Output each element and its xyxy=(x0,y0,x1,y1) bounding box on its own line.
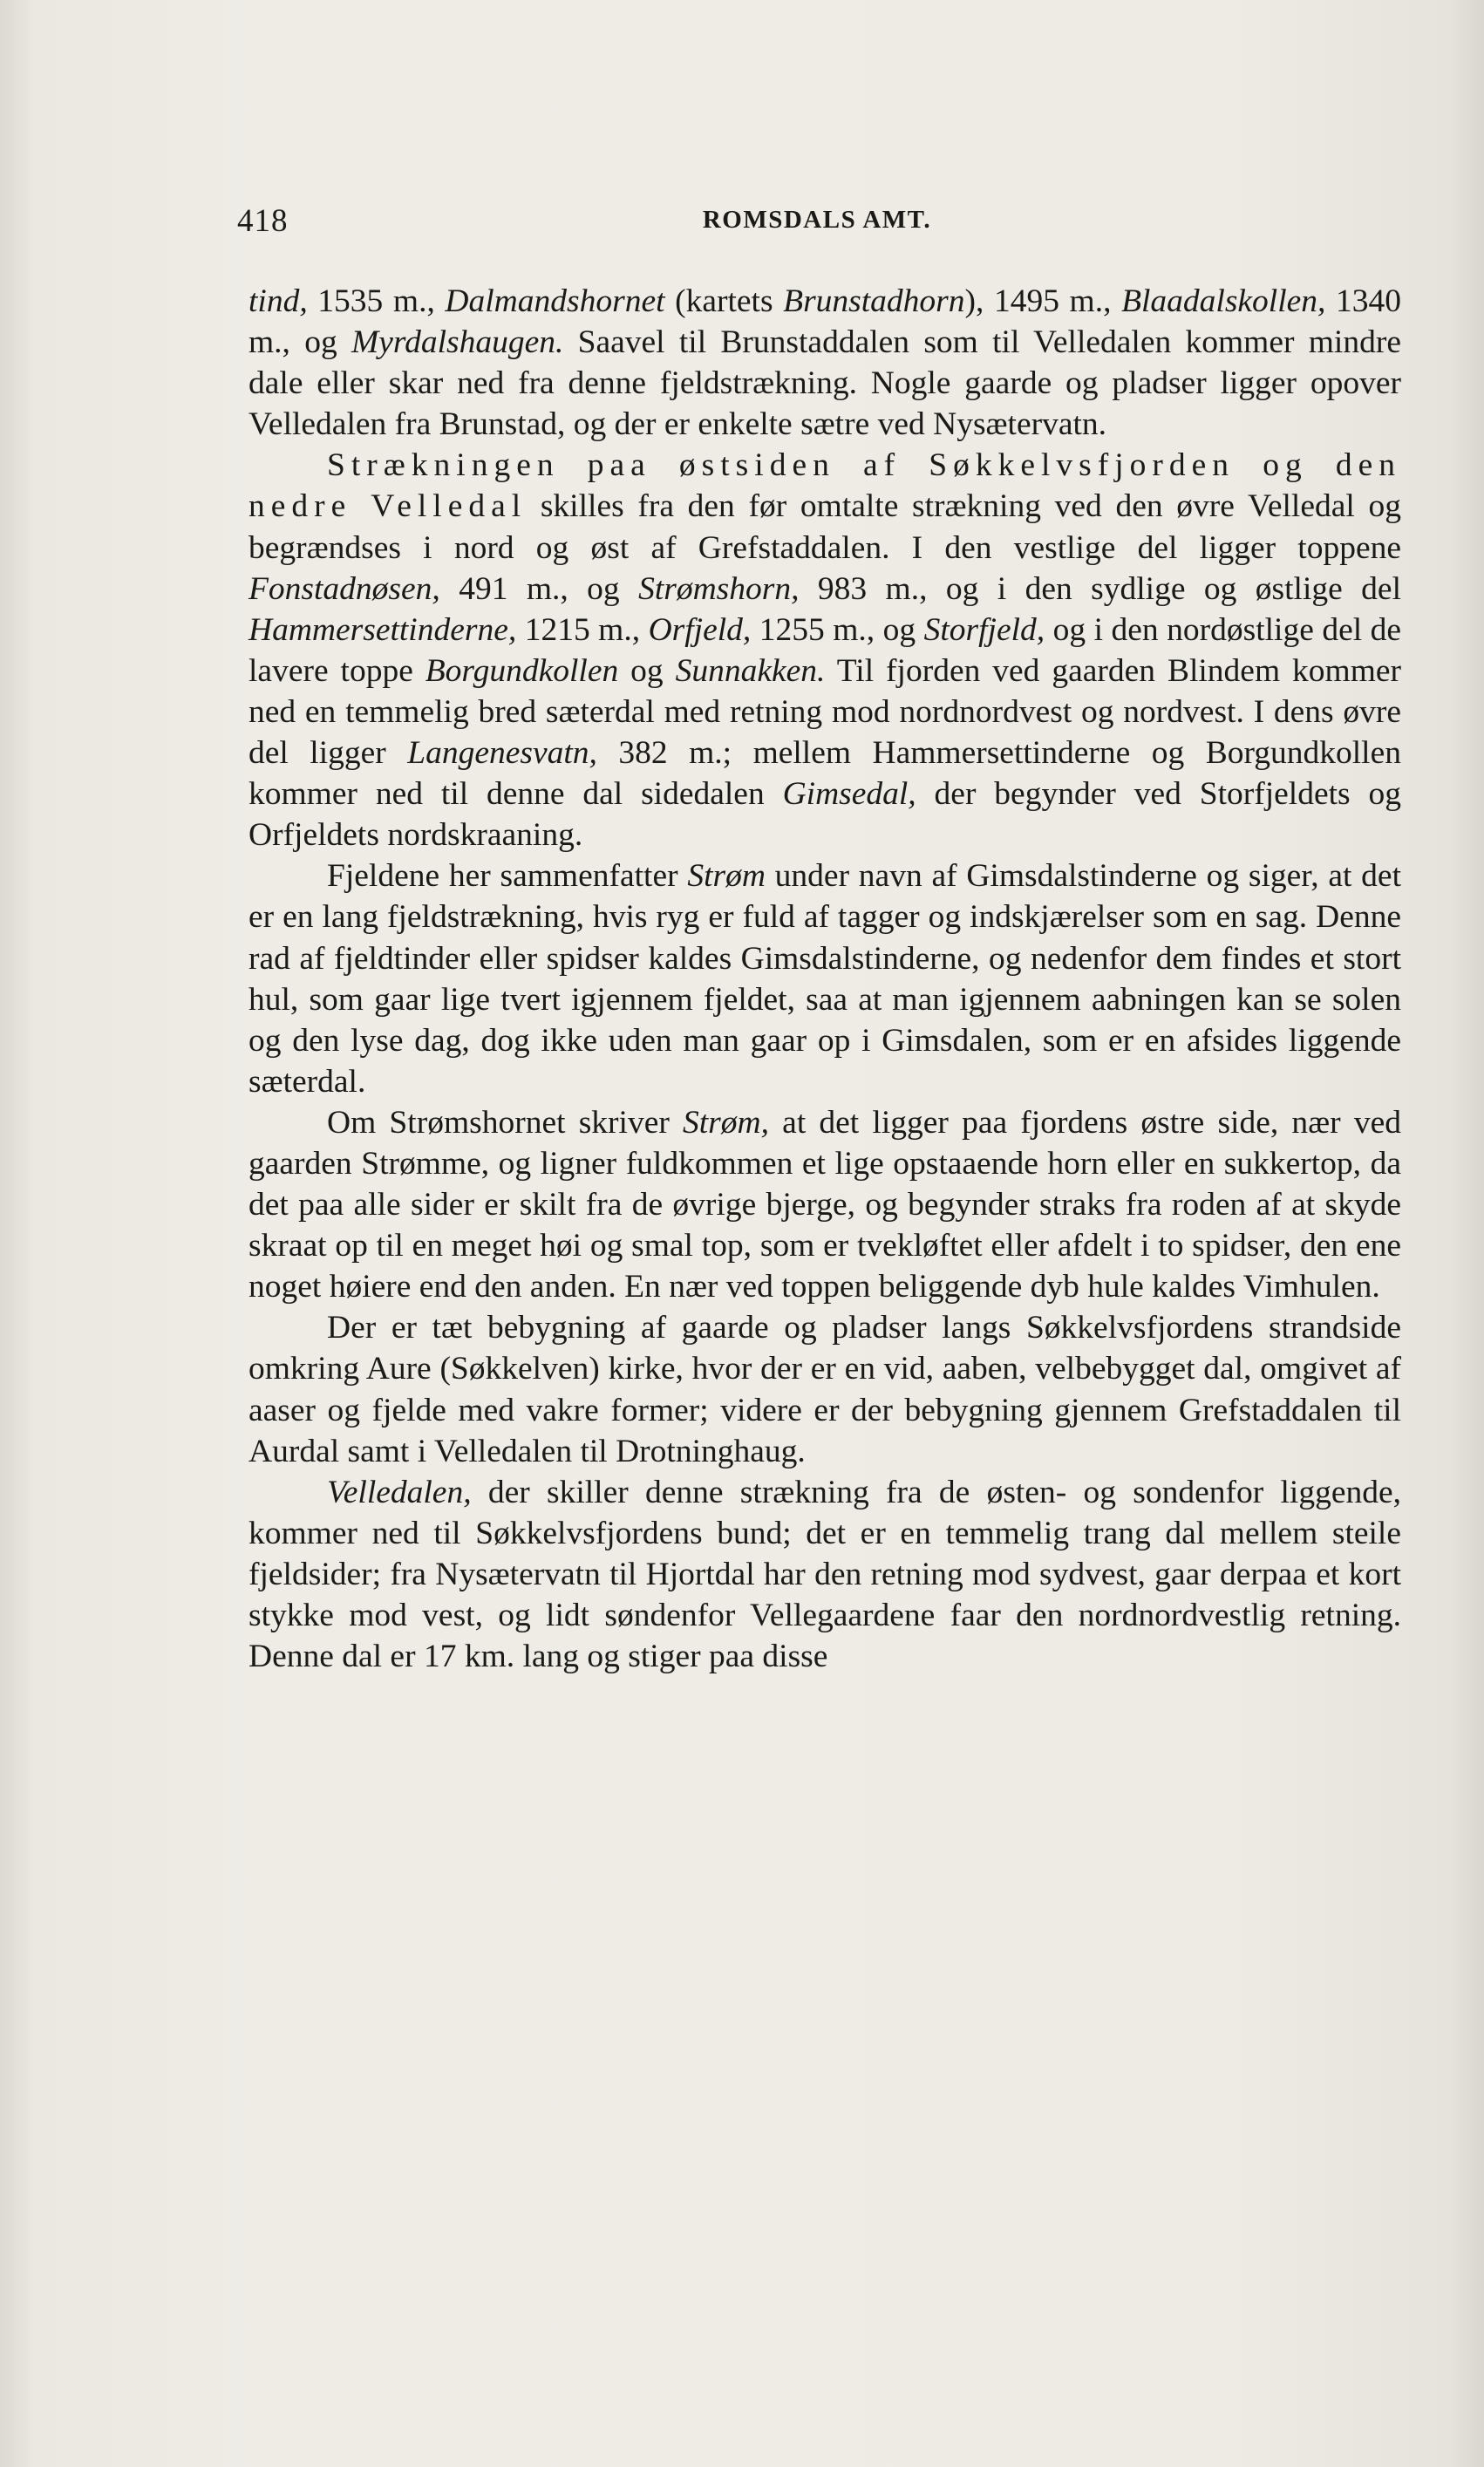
text-run: Om Strømshornet skriver xyxy=(327,1104,684,1141)
paragraph-2 xyxy=(248,445,1401,855)
place-name: Velledalen, xyxy=(327,1474,472,1510)
author-name: Strøm, xyxy=(683,1104,769,1141)
text-run: Fjeldene her sammenfatter xyxy=(327,858,688,895)
text-run: skilles fra den før omtalte strækning ved den øvre Velledal og begrændses i nord og øst af Grefstaddalen. I den vestlige del ligger toppene xyxy=(248,488,1401,566)
section-heading-spaced: Strækningen paa østsiden af Søkkelvsfjorden og den nedre Velledal xyxy=(248,447,1401,525)
text-run: (kartets xyxy=(664,283,784,319)
text-run: 983 m., og i den sydlige og østlige del xyxy=(799,570,1401,607)
text-run: og i den nordøstlige del de lavere toppe xyxy=(248,611,1401,689)
place-name: Hammersettinderne, xyxy=(248,611,517,648)
place-name: Gimsedal, xyxy=(782,776,916,813)
place-name: Orfjeld, xyxy=(648,611,752,648)
place-name: tind, xyxy=(248,283,308,319)
paragraph-3 xyxy=(248,855,1401,1102)
paragraph-6 xyxy=(248,1472,1401,1677)
text-run: 1215 m., xyxy=(516,611,649,648)
text-run: Saavel til Brunstaddalen som til Velledalen kommer mindre dale eller skar ned fra denne fjeldstrækning. Nogle gaarde og pladser ligger opover Velledalen fra Brunstad, og der er enkelte sætre ved Nysætervatn. xyxy=(248,324,1401,443)
page-header xyxy=(237,202,1397,244)
place-name: Storfjeld, xyxy=(923,611,1045,648)
paragraph-5 xyxy=(248,1307,1401,1471)
page-number: 418 xyxy=(237,203,289,239)
text-run: 491 m., og xyxy=(439,570,639,607)
place-name: Sunnakken. xyxy=(675,652,826,689)
text-run: under navn af Gimsdalstinderne og siger, at det er en lang fjeldstrækning, hvis ryg er fuld af tagger og indskjærelser som en sag. Denne rad af fjeldtinder eller spidser kaldes Gimsdalstinderne, og nedenfor dem findes et stort hul, som gaar lige tvert igjennem fjeldet, saa at man igjennem aabningen kan se solen og den lyse dag, dog ikke uden man gaar op i Gimsdalen, som er en afsides liggende sæterdal. xyxy=(248,858,1401,1100)
place-name: Langenesvatn, xyxy=(407,735,597,772)
author-name: Strøm xyxy=(687,858,766,895)
text-run: der begynder ved Storfjeldets og Orfjeldets nordskraaning. xyxy=(248,776,1401,854)
place-name: Fonstadnøsen, xyxy=(248,570,440,607)
place-name: Myrdalshaugen. xyxy=(351,324,564,361)
body-text xyxy=(248,281,1401,1677)
paragraph-4 xyxy=(248,1102,1401,1307)
text-run: 1535 m., xyxy=(307,283,446,319)
text-run: at det ligger paa fjordens østre side, nær ved gaarden Strømme, og ligner fuldkommen et lige opstaaende horn eller en sukkertop, da det paa alle sider er skilt fra de øvrige bjerge, og begynder straks fra roden af at skyde skraat op til en meget høi og smal top, som er tvekløftet eller afdelt i to spidser, den ene noget høiere end den anden. En nær ved toppen beliggende dyb hule kaldes Vimhulen. xyxy=(248,1104,1401,1305)
place-name: Blaadalskollen, xyxy=(1121,283,1326,319)
text-run: 1255 m., og xyxy=(751,611,924,648)
paragraph-1 xyxy=(248,281,1401,445)
place-name: Brunstadhorn xyxy=(783,283,965,319)
text-run: 382 m.; mellem Hammersettinderne og Borgundkollen kommer ned til denne dal sidedalen xyxy=(248,735,1401,813)
text-run: der skiller denne strækning fra de østen- og sondenfor liggende, kommer ned til Søkkelvsfjordens bund; det er en temmelig trang dal mellem steile fjeldsider; fra Nysætervatn til Hjortdal har den retning mod sydvest, gaar derpaa et kort stykke mod vest, og lidt søndenfor Vellegaardene faar den nordnordvestlig retning. Denne dal er 17 km. lang og stiger paa disse xyxy=(248,1474,1401,1675)
text-run: Der er tæt bebygning af gaarde og pladser langs Søkkelvsfjordens strandside omkring Aure (Søkkelven) kirke, hvor der er en vid, aaben, velbebygget dal, omgivet af aaser og fjelde med vakre former; videre er der bebygning gjennem Grefstaddalen til Aurdal samt i Velledalen til Drotninghaug. xyxy=(248,1310,1401,1469)
text-run: Til fjorden ved gaarden Blindem kommer ned en temmelig bred sæterdal med retning mod nordnordvest og nordvest. I dens øvre del ligger xyxy=(248,652,1402,772)
place-name: Dalmandshornet xyxy=(445,283,665,319)
text-run: og xyxy=(618,652,676,689)
place-name: Borgundkollen xyxy=(425,652,619,689)
text-run: ), 1495 m., xyxy=(964,283,1122,319)
text-run: 1340 m., og xyxy=(248,283,1402,361)
running-head: ROMSDALS AMT. xyxy=(702,206,932,234)
place-name: Strømshorn, xyxy=(638,570,800,607)
